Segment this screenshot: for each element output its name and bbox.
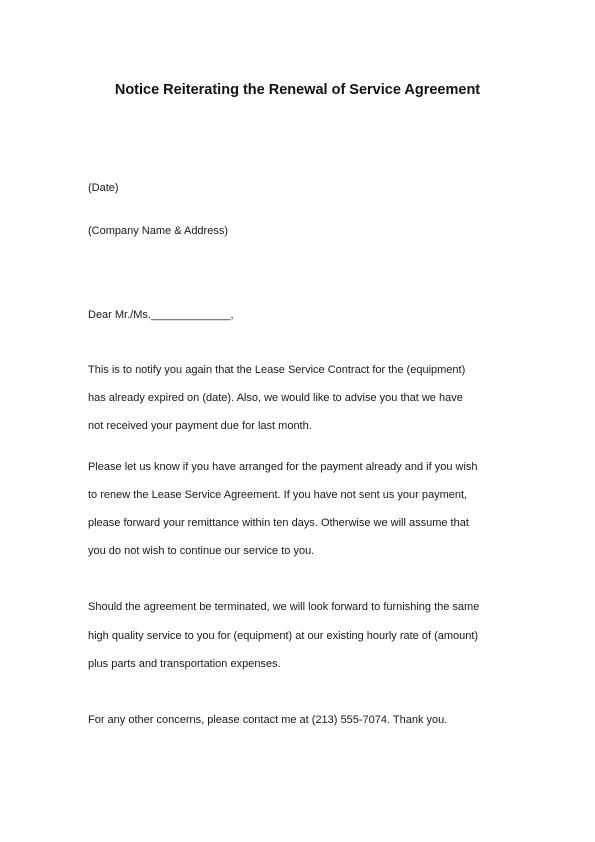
paragraph-2-line-2: to renew the Lease Service Agreement. If you have not sent us your payment,: [88, 489, 468, 501]
paragraph-4-line-1: For any other concerns, please contact me at (213) 555-7074. Thank you.: [88, 714, 448, 726]
date-placeholder: (Date): [88, 182, 119, 194]
paragraph-3-line-2: high quality service to you for (equipment) at our existing hourly rate of (amount): [88, 630, 479, 642]
paragraph-1-line-2: has already expired on (date). Also, we would like to advise you that we have: [88, 392, 463, 404]
paragraph-2-line-3: please forward your remittance within ten days. Otherwise we will assume that: [88, 517, 469, 529]
paragraph-2-line-4: you do not wish to continue our service to you.: [88, 545, 315, 557]
document-title: Notice Reiterating the Renewal of Service Agreement: [114, 82, 481, 98]
paragraph-1-line-1: This is to notify you again that the Lease Service Contract for the (equipment): [88, 364, 466, 376]
paragraph-2-line-1: Please let us know if you have arranged for the payment already and if you wish: [88, 461, 478, 473]
paragraph-3-line-3: plus parts and transportation expenses.: [88, 658, 281, 670]
paragraph-3-line-1: Should the agreement be terminated, we will look forward to furnishing the same: [88, 601, 480, 613]
paragraph-1-line-3: not received your payment due for last month.: [88, 420, 312, 432]
company-placeholder: (Company Name & Address): [88, 225, 228, 237]
salutation: Dear Mr./Ms._____________,: [88, 309, 234, 321]
